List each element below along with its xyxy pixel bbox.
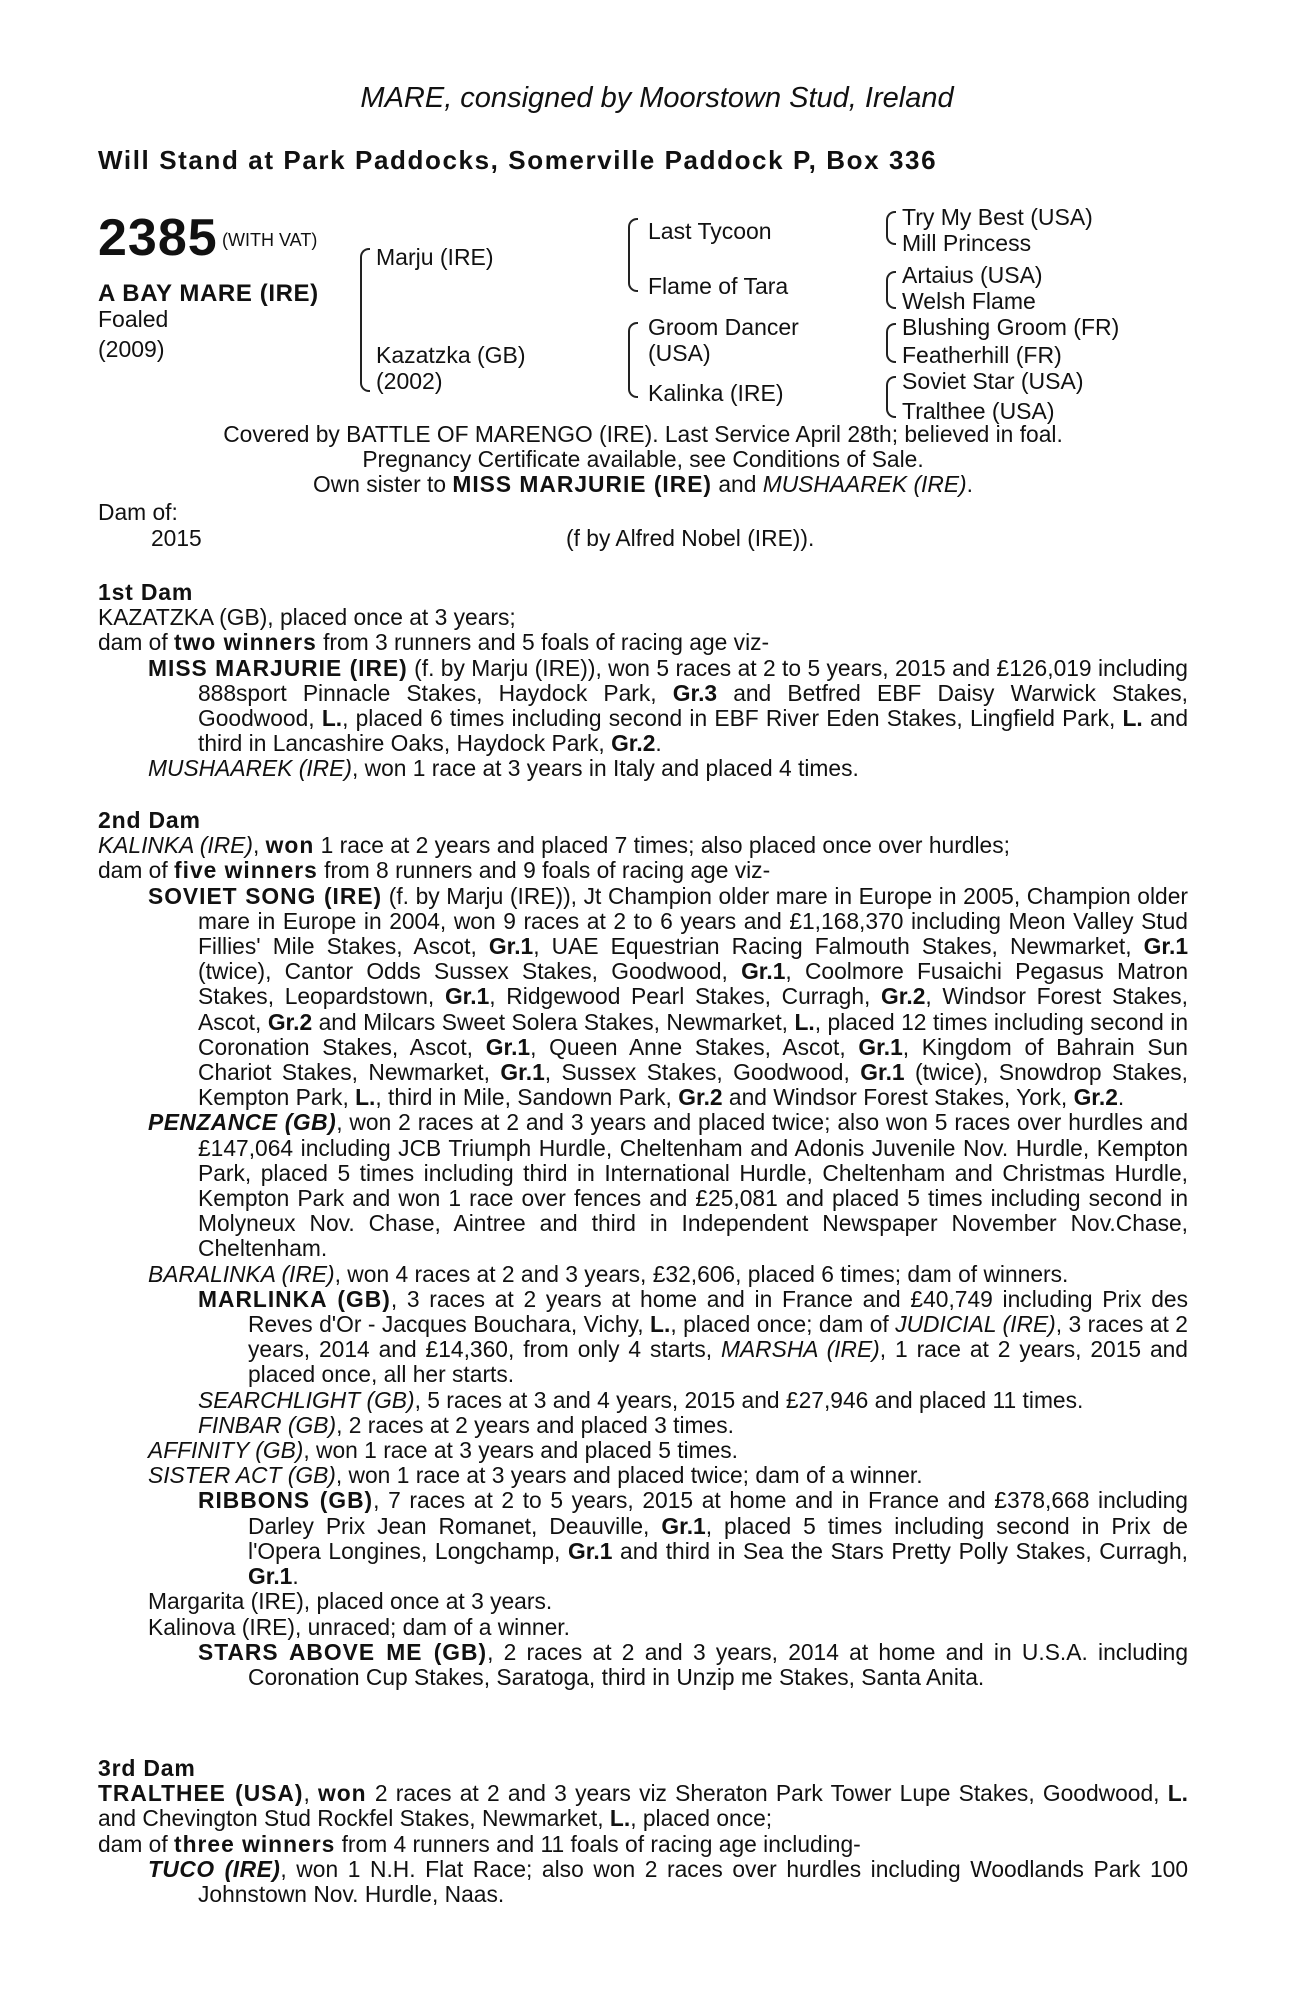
- pedigree-bracket-ds: [886, 323, 896, 363]
- pedigree-sire: Marju (IRE): [376, 244, 494, 270]
- covered-note: Covered by BATTLE OF MARENGO (IRE). Last Service April 28th; believed in foal.: [223, 421, 1063, 447]
- second-dam-heading: 2nd Dam: [98, 807, 201, 833]
- horse-name: A BAY MARE (IRE): [98, 280, 319, 307]
- listed-mark: L.: [794, 1008, 815, 1035]
- winners-count: two winners: [174, 629, 317, 656]
- pedigree-sds: Artaius (USA): [902, 262, 1043, 288]
- separator: ,: [303, 1780, 319, 1807]
- progeny-text: (twice), Cantor Odds Sussex Stakes, Goodwood,: [198, 958, 742, 985]
- grade-mark: Gr.1: [248, 1563, 293, 1590]
- progeny-name: MISS MARJURIE (IRE): [148, 654, 408, 681]
- progeny-entry: [148, 1438, 1188, 1463]
- progeny-text: and Windsor Forest Stakes, York,: [722, 1084, 1074, 1111]
- progeny-name: MARLINKA (GB): [198, 1285, 391, 1312]
- progeny-text: , won 1 race at 3 years and placed 5 times.: [303, 1437, 739, 1464]
- grade-mark: Gr.1: [500, 1059, 545, 1086]
- progeny-name: SOVIET SONG (IRE): [148, 882, 383, 909]
- listed-mark: L.: [355, 1084, 376, 1111]
- grade-mark: Gr.2: [267, 1008, 313, 1035]
- listed-mark: L.: [650, 1311, 671, 1338]
- progeny-name: MARSHA (IRE): [720, 1336, 880, 1363]
- grade-mark: Gr.1: [661, 1512, 706, 1539]
- first-dam-section: [98, 580, 1188, 782]
- pedigree-dam-sire-origin: (USA): [648, 340, 711, 366]
- listed-mark: L.: [609, 1805, 631, 1832]
- own-sister-end: .: [966, 471, 973, 498]
- progeny-entry: [148, 1110, 1188, 1261]
- third-dam-section: [98, 1756, 1188, 1907]
- pedigree-sire-sire: Last Tycoon: [648, 218, 772, 244]
- progeny-text: (f. by Marju (IRE)), won 5 races at 2 to 5 years, 2015 and £126,019 including 888sport Pinnacle Stakes, Haydock Park,: [198, 654, 1188, 706]
- progeny-name: FINBAR (GB): [198, 1411, 337, 1438]
- third-dam-line: [98, 1781, 1188, 1831]
- dam-of-prefix: dam of: [98, 629, 175, 656]
- progeny-text: .: [1117, 1084, 1125, 1111]
- grade-mark: Gr.3: [672, 679, 718, 706]
- progeny-name: STARS ABOVE ME (GB): [198, 1638, 488, 1665]
- progeny-entry: [148, 1857, 1188, 1907]
- grade-mark: Gr.2: [611, 730, 656, 757]
- pedigree-dam-sire: [648, 314, 799, 366]
- progeny-text: , 2 races at 2 years and placed 3 times.: [336, 1411, 734, 1438]
- progeny-text: , Ridgewood Pearl Stakes, Curragh,: [489, 983, 882, 1010]
- second-dam-line: [98, 833, 1188, 858]
- progeny-text: and Betfred EBF Daisy Warwick Stakes, Goodwood,: [198, 679, 1188, 732]
- grade-mark: Gr.2: [678, 1084, 723, 1111]
- dam-text: , placed once;: [630, 1805, 773, 1832]
- progeny-text: , Queen Anne Stakes, Ascot,: [530, 1033, 859, 1060]
- winners-count: three winners: [174, 1830, 336, 1857]
- progeny-entry: Kalinova (IRE), unraced; dam of a winner.: [148, 1613, 570, 1640]
- progeny-entry: [148, 1463, 1188, 1488]
- grand-progeny-entry: [198, 1287, 1188, 1388]
- grand-progeny-entry: [198, 1413, 1188, 1438]
- pedigree-ssd: Mill Princess: [902, 230, 1032, 256]
- progeny-name: MUSHAAREK (IRE): [148, 755, 352, 782]
- won-mark: won: [318, 1780, 367, 1807]
- progeny-text: , Coolmore Fusaichi Pegasus Matron Stakes, Leopardstown,: [198, 958, 1188, 1010]
- third-dam-produce-summary: [98, 1832, 1188, 1857]
- consignor-heading: MARE, consigned by Moorstown Stud, Ireland: [360, 82, 954, 114]
- second-dam-produce-summary: [98, 858, 1188, 883]
- grade-mark: Gr.1: [741, 958, 786, 985]
- progeny-text: , 1 race at 2 years, 2015 and placed once, all her starts.: [248, 1336, 1188, 1388]
- grand-progeny-entry: [198, 1488, 1188, 1589]
- pedigree-bracket-sire: [628, 218, 638, 292]
- dam-of-label: Dam of:: [98, 499, 178, 525]
- pedigree-sire-dam: Flame of Tara: [648, 273, 789, 299]
- pedigree-dsd: Featherhill (FR): [902, 342, 1062, 368]
- grade-mark: Gr.1: [444, 983, 490, 1010]
- pedigree-dds: Soviet Star (USA): [902, 368, 1084, 394]
- grade-mark: Gr.1: [858, 1033, 903, 1060]
- foaled-label: Foaled: [98, 306, 169, 332]
- listed-mark: L.: [1167, 1780, 1188, 1807]
- first-dam-heading: 1st Dam: [98, 579, 194, 605]
- foaled-year: (2009): [98, 336, 165, 362]
- separator: ,: [252, 832, 266, 859]
- progeny-text: and third in Sea the Stars Pretty Polly Stakes, Curragh,: [612, 1537, 1188, 1564]
- dam-of-suffix: from 4 runners and 11 foals of racing age including-: [335, 1830, 861, 1857]
- grand-progeny-entry: [198, 1388, 1188, 1413]
- first-dam-produce-summary: [98, 630, 1188, 655]
- lot-number: 2385: [98, 209, 218, 267]
- progeny-entry: [148, 756, 1188, 781]
- pedigree-bracket-ss: [886, 211, 896, 245]
- dam-text: 2 races at 2 and 3 years viz Sheraton Park Tower Lupe Stakes, Goodwood,: [366, 1780, 1168, 1807]
- grade-mark: Gr.1: [1143, 933, 1188, 960]
- progeny-text: (f. by Marju (IRE)), Jt Champion older mare in Europe in 2005, Champion older mare in Europe in 2004, won 9 races at 2 to 6 years and £1,168,370 including Meon Valley Stud Fillies' Mile Stakes, Ascot,: [198, 882, 1188, 960]
- progeny-name: PENZANCE (GB): [148, 1109, 337, 1136]
- progeny-text: (twice), Snowdrop Stakes, Kempton Park,: [198, 1059, 1188, 1111]
- progeny-text: , placed 12 times including second in Coronation Stakes, Ascot,: [198, 1008, 1189, 1060]
- progeny-text: , Sussex Stakes, Goodwood,: [544, 1059, 861, 1086]
- progeny-text: , third in Mile, Sandown Park,: [375, 1084, 679, 1111]
- progeny-name: JUDICIAL (IRE): [895, 1311, 1056, 1338]
- progeny-text: , placed 6 times including second in EBF River Eden Stakes, Lingfield Park,: [342, 705, 1123, 732]
- grade-mark: Gr.1: [485, 1033, 531, 1060]
- progeny-text: , 3 races at 2 years at home and in France and £40,749 including Prix des Reves d'Or - Jacques Bouchara, Vichy,: [248, 1285, 1188, 1338]
- pedigree-bracket-sd: [886, 271, 896, 309]
- progeny-text: , won 1 race at 3 years in Italy and placed 4 times.: [351, 755, 859, 782]
- dam-of-suffix: from 8 runners and 9 foals of racing age viz-: [317, 857, 771, 884]
- progeny-text: and third in Lancashire Oaks, Haydock Park,: [198, 705, 1189, 757]
- lot-notes: [98, 422, 1188, 498]
- progeny-name: AFFINITY (GB): [148, 1437, 304, 1464]
- progeny-entry: Margarita (IRE), placed once at 3 years.: [148, 1588, 553, 1615]
- dam-of-prefix: dam of: [98, 1830, 175, 1857]
- produce-year: 2015: [151, 525, 202, 551]
- pedigree-bracket-main: [360, 248, 370, 392]
- own-sister-horse-1: MISS MARJURIE (IRE): [452, 471, 713, 498]
- pedigree-dam-name: Kazatzka (GB): [376, 342, 526, 368]
- pedigree-sss: Try My Best (USA): [902, 204, 1093, 230]
- progeny-text: , 2 races at 2 and 3 years, 2014 at home and in U.S.A. including Coronation Cup Stakes, Saratoga, third in Unzip me Stakes, Santa Anita.: [248, 1638, 1188, 1690]
- third-dam-heading: 3rd Dam: [98, 1755, 196, 1781]
- produce-description: (f by Alfred Nobel (IRE)).: [566, 525, 815, 551]
- progeny-text: , 5 races at 3 and 4 years, 2015 and £27,946 and placed 11 times.: [414, 1386, 1084, 1413]
- progeny-text: and Milcars Sweet Solera Stakes, Newmarket,: [312, 1008, 795, 1035]
- stable-location: Will Stand at Park Paddocks, Somerville Paddock P, Box 336: [98, 145, 938, 175]
- progeny-text: , 7 races at 2 to 5 years, 2015 at home and in France and £378,668 including Darley Prix Jean Romanet, Deauville,: [248, 1487, 1188, 1539]
- pedigree-dam: [376, 342, 526, 394]
- dam-text: and Chevington Stud Rockfel Stakes, Newmarket,: [98, 1805, 610, 1832]
- pedigree-ddd: Tralthee (USA): [902, 398, 1055, 424]
- progeny-text: , UAE Equestrian Racing Falmouth Stakes, Newmarket,: [533, 933, 1144, 960]
- foaled-info: [98, 304, 168, 364]
- own-sister-prefix: Own sister to: [313, 471, 453, 498]
- pregnancy-note: Pregnancy Certificate available, see Conditions of Sale.: [362, 446, 924, 473]
- progeny-text: , won 4 races at 2 and 3 years, £32,606, placed 6 times; dam of winners.: [334, 1260, 1069, 1287]
- winners-count: five winners: [174, 857, 318, 884]
- progeny-entry: [148, 1262, 1188, 1287]
- progeny-text: , won 2 races at 2 and 3 years and placed twice; also won 5 races over hurdles and £147,064 including JCB Triumph Hurdle, Cheltenham and Adonis Juvenile Nov. Hurdle, Kempton Park, placed 5 times including third in International Hurdle, Cheltenham and Christmas Hurdle, Kempton Park and won 1 race over fences and £25,081 and placed 5 times including second in Molyneux Nov. Chase, Aintree and third in Independent Newspaper November Nov.Chase, Cheltenham.: [198, 1109, 1189, 1262]
- progeny-name: RIBBONS (GB): [198, 1487, 374, 1514]
- progeny-text: , won 1 N.H. Flat Race; also won 2 races over hurdles including Woodlands Park 100 Johnstown Nov. Hurdle, Naas.: [198, 1855, 1189, 1908]
- progeny-text: , placed once; dam of: [670, 1311, 896, 1338]
- progeny-text: , Windsor Forest Stakes, Ascot,: [198, 983, 1188, 1035]
- pedigree-dam-dam: Kalinka (IRE): [648, 380, 784, 406]
- pedigree-dss: Blushing Groom (FR): [902, 314, 1120, 340]
- pedigree-bracket-dam: [628, 322, 638, 398]
- progeny-text: , won 1 race at 3 years and placed twice; dam of a winner.: [335, 1462, 923, 1489]
- grade-mark: Gr.1: [568, 1537, 613, 1564]
- own-sister-and: and: [712, 471, 763, 498]
- grade-mark: Gr.2: [881, 983, 926, 1010]
- grand-progeny-entry: [198, 1640, 1188, 1690]
- dam-name: TRALTHEE (USA): [98, 1780, 304, 1807]
- pedigree-dam-sire-name: Groom Dancer: [648, 314, 799, 340]
- progeny-entry: [148, 656, 1188, 757]
- vat-note: (WITH VAT): [222, 230, 318, 250]
- dam-text: 1 race at 2 years and placed 7 times; also placed once over hurdles;: [314, 832, 1010, 859]
- progeny-text: .: [292, 1563, 299, 1590]
- progeny-name: SEARCHLIGHT (GB): [198, 1386, 415, 1413]
- pedigree-sdd: Welsh Flame: [902, 288, 1036, 314]
- dam-of-prefix: dam of: [98, 857, 175, 884]
- progeny-name: TUCO (IRE): [148, 1855, 281, 1882]
- first-dam-line: KAZATZKA (GB), placed once at 3 years;: [98, 604, 516, 631]
- listed-mark: L.: [1122, 705, 1143, 732]
- progeny-entry: [148, 884, 1188, 1111]
- own-sister-note: [98, 472, 1188, 497]
- progeny-text: , placed 5 times including second in Prix de l'Opera Longines, Longchamp,: [248, 1512, 1188, 1564]
- progeny-text: , 3 races at 2 years, 2014 and £14,360, from only 4 starts,: [248, 1311, 1188, 1363]
- won-mark: won: [265, 832, 315, 859]
- progeny-text: .: [655, 730, 662, 757]
- grade-mark: Gr.1: [488, 933, 534, 960]
- own-sister-horse-2: MUSHAAREK (IRE): [762, 471, 967, 498]
- pedigree-bracket-dd: [886, 376, 896, 418]
- second-dam-section: [98, 808, 1188, 1690]
- dam-of-suffix: from 3 runners and 5 foals of racing age viz-: [316, 629, 770, 656]
- grade-mark: Gr.1: [860, 1059, 905, 1086]
- progeny-name: BARALINKA (IRE): [148, 1260, 335, 1287]
- dam-name: KALINKA (IRE): [98, 832, 253, 859]
- progeny-text: , Kingdom of Bahrain Sun Chariot Stakes, Newmarket,: [198, 1033, 1188, 1086]
- progeny-name: SISTER ACT (GB): [148, 1462, 336, 1489]
- grade-mark: Gr.2: [1073, 1084, 1118, 1111]
- pedigree-dam-year: (2002): [376, 368, 443, 394]
- listed-mark: L.: [321, 705, 343, 732]
